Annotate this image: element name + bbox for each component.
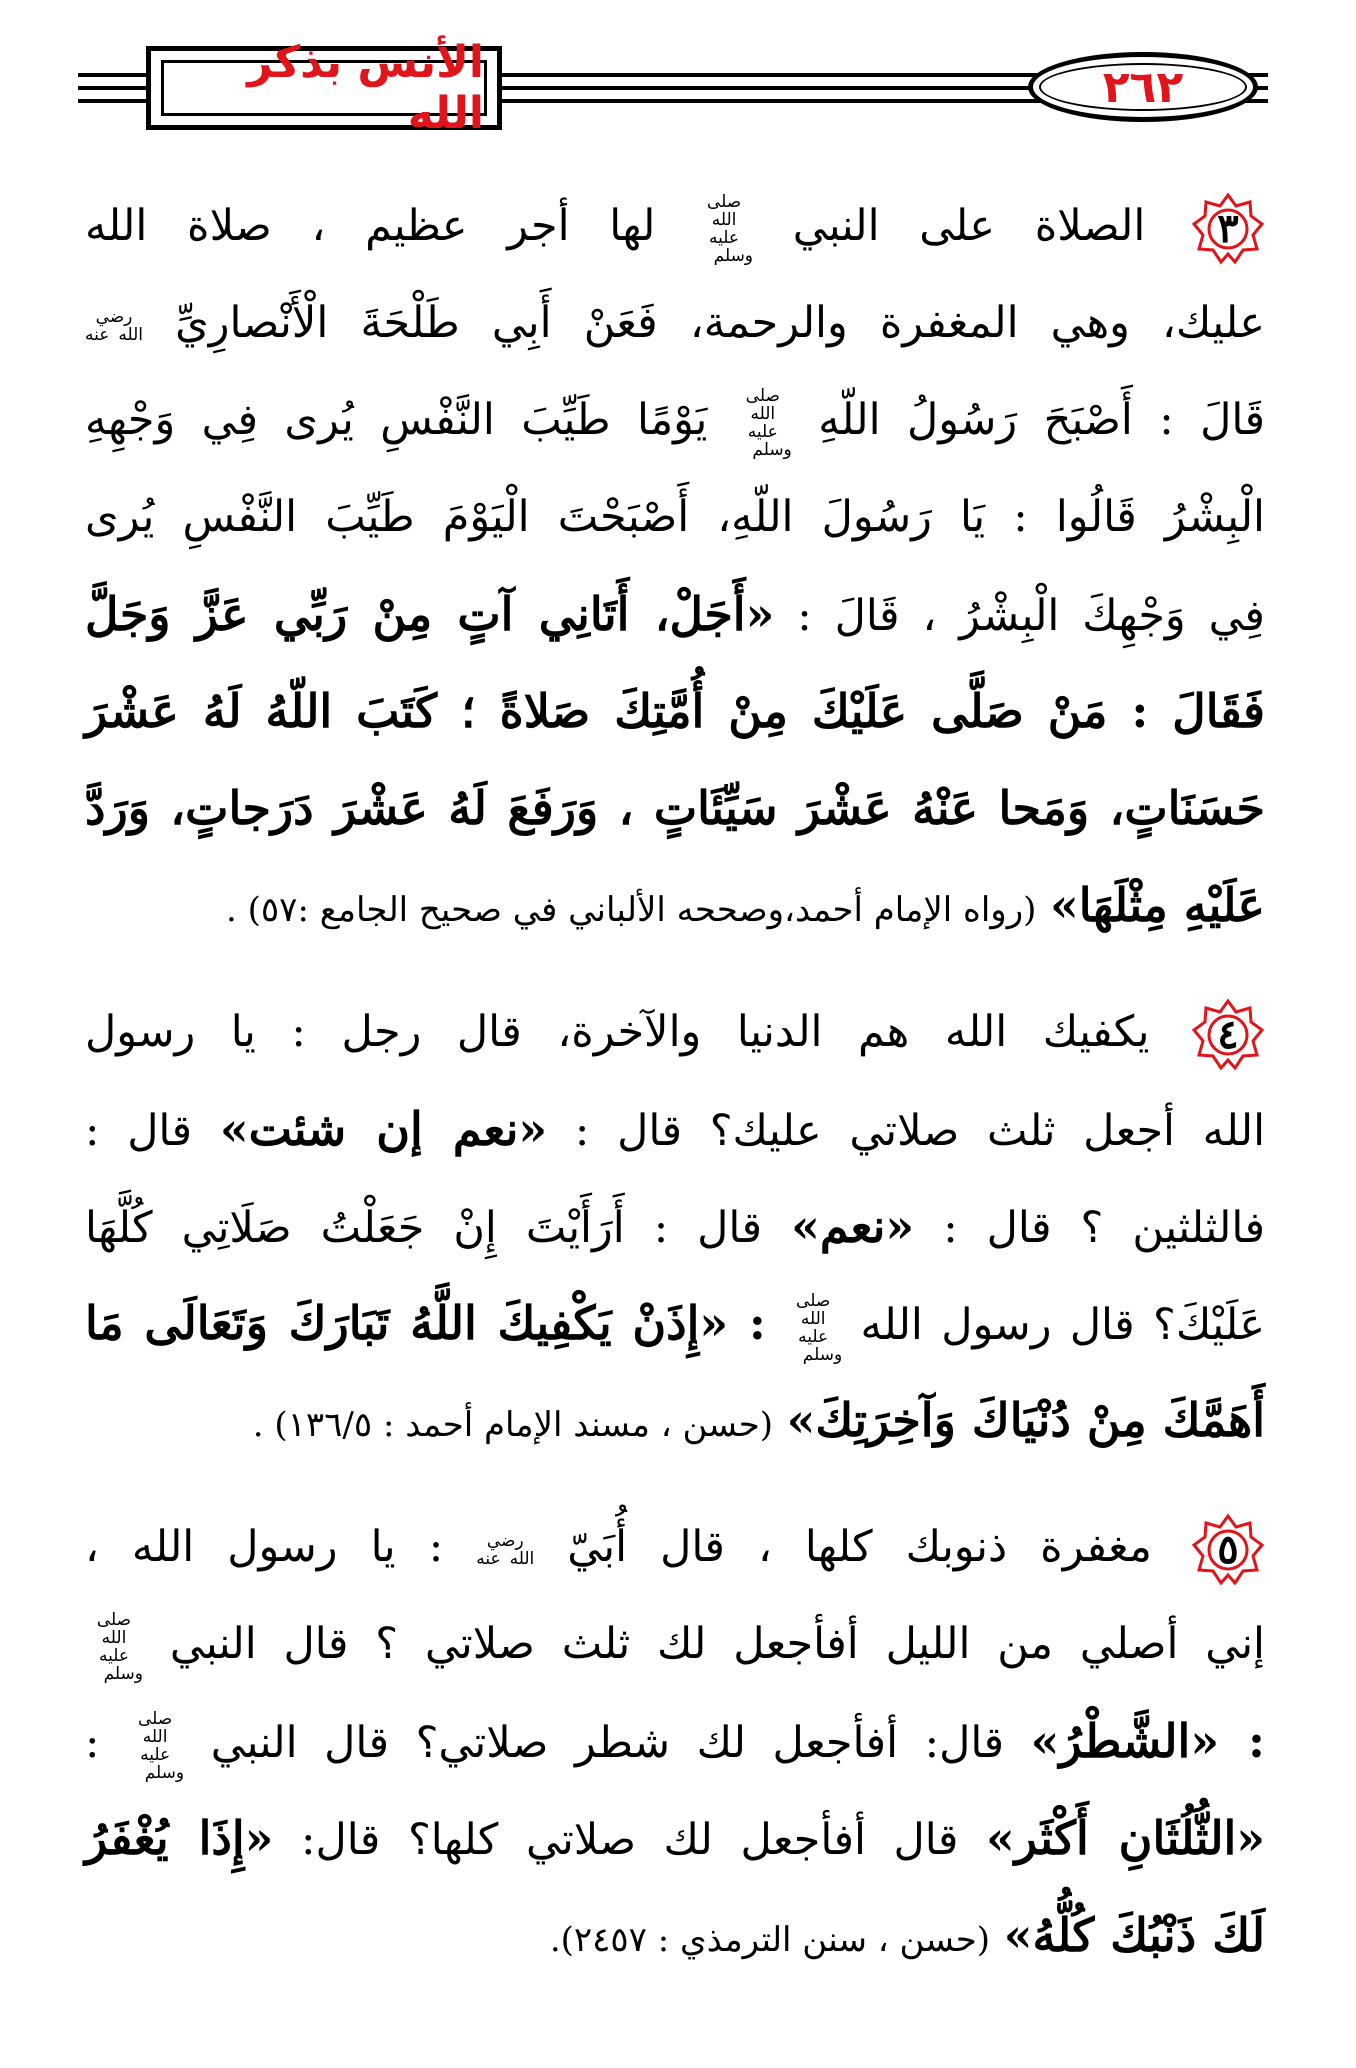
text-line: فِي وَجْهِكَ الْبِشْرُ ، قَالَ : «أَجَلْ، أَتَانِي آتٍ مِنْ رَبِّي عَزَّ وَجَلَّ <box>85 587 1265 641</box>
source-citation: (حسن ، مسند الإمام أحمد : ١٣٦/٥) . <box>252 1405 773 1445</box>
page-body <box>85 178 1265 1984</box>
hadith-quote: لَكَ ذَنْبُكَ كُلُّهُ» <box>1003 1908 1265 1962</box>
text-line: قَالَ : أَصْبَحَ رَسُولُ اللّهِ صلى الله عليه وسلم يَوْمًا طَيِّبَ النَّفْسِ يُرى فِي وَجْهِهِ <box>85 386 1266 460</box>
salla-honorific-glyph: صلى الله عليه وسلم <box>96 1610 143 1684</box>
salla-honorific-glyph: صلى الله عليه وسلم <box>745 386 792 460</box>
hadith-quote: «أَجَلْ، أَتَانِي آتٍ مِنْ رَبِّي عَزَّ وَجَلَّ <box>85 587 775 641</box>
hadith-quote: حَسَنَاتٍ، وَمَحا عَنْهُ عَشْرَ سَيِّئَاتٍ ، وَرَفَعَ لَهُ عَشْرَ دَرَجاتٍ، وَرَدَّ <box>85 781 1265 835</box>
text-line: عَلَيْكَ؟ قال رسول الله صلى الله عليه وسلم : «إِذَنْ يَكْفِيكَ اللَّهُ تَبَارَكَ وَتَعَالَى مَا <box>85 1291 1265 1365</box>
text-line <box>85 1372 1265 1469</box>
section-5 <box>85 1499 1265 1984</box>
book-title: الأنس بذكر الله <box>247 37 484 139</box>
hadith-quote: «الثُّلُثَانِ أَكْثَر» <box>986 1811 1266 1865</box>
text-line: ٣ الصلاة على النبي صلى الله عليه وسلم لها أجر عظيم ، صلاة الله <box>85 178 1265 275</box>
text-line: ٤ يكفيك الله هم الدنيا والآخرة، قال رجل : يا رسول <box>85 984 1265 1081</box>
section-3 <box>85 178 1265 954</box>
page-number: ٢٦٢ <box>1102 61 1184 113</box>
hadith-quote: : «إِذَنْ يَكْفِيكَ اللَّهُ تَبَارَكَ وَتَعَالَى مَا <box>85 1296 766 1350</box>
page-number-oval <box>1028 52 1258 122</box>
radi-honorific-glyph: رضي الله عنه <box>476 1531 535 1569</box>
source-citation: (رواه الإمام أحمد،وصححه الألباني في صحيح الجامع :٥٧) . <box>226 890 1037 930</box>
text-line <box>85 1887 1265 1984</box>
text-line: إني أصلي من الليل أفأجعل لك ثلث صلاتي ؟ قال النبي صلى الله عليه وسلم <box>85 1596 1265 1693</box>
source-citation: (حسن ، سنن الترمذي : ٢٤٥٧). <box>549 1920 991 1960</box>
hadith-quote: «نعم إن شئت» <box>219 1102 548 1156</box>
hadith-quote: : «الشَّطْرُ» <box>1030 1714 1265 1768</box>
hadith-quote: «نعم» <box>791 1199 915 1253</box>
text-line <box>85 663 1265 760</box>
item-number-badge: ٥ <box>1191 1513 1265 1587</box>
hadith-quote: عَلَيْهِ مِثْلَهَا» <box>1050 878 1265 932</box>
book-title-frame <box>146 37 502 139</box>
section-4 <box>85 984 1265 1469</box>
item-number-badge: ٤ <box>1191 998 1265 1072</box>
salla-honorific-glyph: صلى الله عليه وسلم <box>706 192 754 266</box>
text-line <box>85 857 1265 954</box>
salla-honorific-glyph: صلى الله عليه وسلم <box>796 1291 843 1365</box>
text-line: ٥ مغفرة ذنوبك كلها ، قال أُبَيّ رضي الله عنه : يا رسول الله ، <box>85 1499 1265 1596</box>
radi-honorific-glyph: رضي الله عنه <box>85 307 143 345</box>
text-line <box>85 760 1265 857</box>
item-number-badge: ٣ <box>1191 192 1265 266</box>
text-line: عليك، وهي المغفرة والرحمة، فَعَنْ أَبِي طَلْحَةَ الْأَنْصارِيِّ رضي الله عنه <box>85 298 1265 348</box>
text-line: الْبِشْرُ قَالُوا : يَا رَسُولَ اللّهِ، أَصْبَحْتَ الْيَوْمَ طَيِّبَ النَّفْسِ يُرى <box>85 492 1265 542</box>
page-header <box>78 37 1268 139</box>
text-line: «الثُّلُثَانِ أَكْثَر» قال أفأجعل لك صلاتي كلها؟ قال: «إِذَا يُغْفَرُ <box>85 1811 1266 1865</box>
hadith-quote: «إِذَا يُغْفَرُ <box>85 1811 274 1865</box>
text-line: : «الشَّطْرُ» قال: أفأجعل لك شطر صلاتي؟ قال النبي صلى الله عليه وسلم : <box>85 1709 1265 1783</box>
hadith-quote: أَهَمَّكَ مِنْ دُنْيَاكَ وَآخِرَتِكَ» <box>786 1393 1265 1447</box>
text-line: فالثلثين ؟ قال : «نعم» قال : أَرَأَيْتَ إِنْ جَعَلْتُ صَلَاتِي كُلَّهَا <box>85 1199 1266 1253</box>
hadith-quote: فَقَالَ : مَنْ صَلَّى عَلَيْكَ مِنْ أُمَّتِكَ صَلاةً ؛ كَتَبَ اللّهُ لَهُ عَشْرَ <box>85 684 1265 738</box>
salla-honorific-glyph: صلى الله عليه وسلم <box>137 1709 185 1783</box>
text-line: الله أجعل ثلث صلاتي عليك؟ قال : «نعم إن شئت» قال : <box>85 1102 1266 1156</box>
